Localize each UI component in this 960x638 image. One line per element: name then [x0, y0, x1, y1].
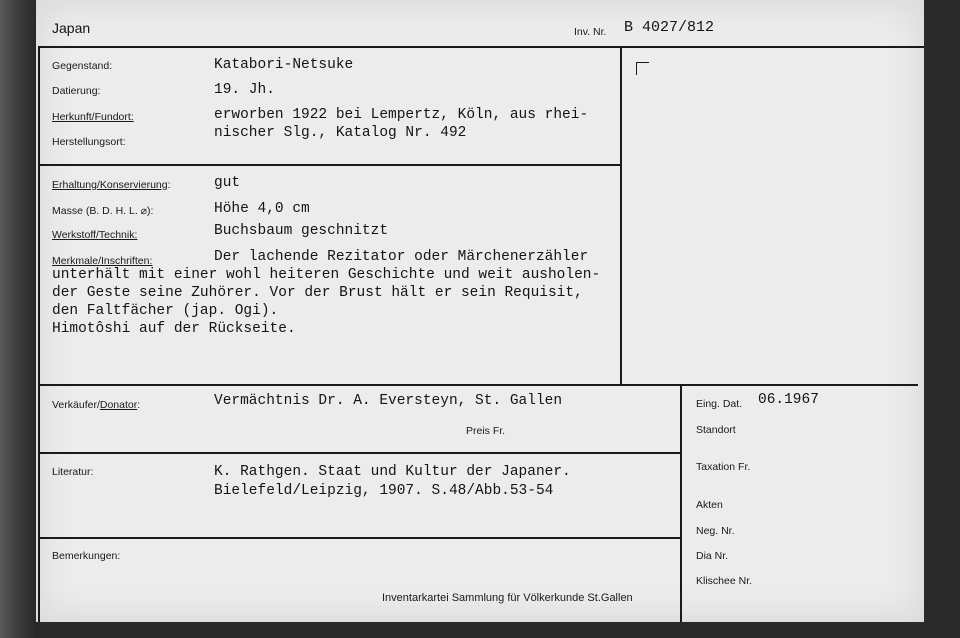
gegenstand-label: Gegenstand: [52, 60, 113, 72]
merkmale-line-1: Der lachende Rezitator oder Märchenerzähler [214, 249, 589, 265]
datierung-value: 19. Jh. [214, 82, 275, 98]
merkmale-label: Merkmale/Inschriften: [52, 255, 153, 267]
bemerkungen-label: Bemerkungen: [52, 550, 121, 562]
corner-mark [636, 62, 649, 75]
film-edge [0, 0, 38, 638]
eing-dat-value: 06.1967 [758, 392, 819, 408]
masse-value: Höhe 4,0 cm [214, 201, 310, 217]
akten-label: Akten [696, 499, 723, 511]
section-rule-3 [38, 452, 680, 454]
erhaltung-label: Erhaltung/Konservierung: [52, 179, 171, 191]
werkstoff-label: Werkstoff/Technik: [52, 229, 138, 241]
eing-dat-label: Eing. Dat. [696, 398, 743, 410]
datierung-label: Datierung: [52, 85, 101, 97]
dia-nr-label: Dia Nr. [696, 550, 729, 562]
card-footer: Inventarkartei Sammlung für Völkerkunde St.Gallen [382, 592, 633, 604]
section-rule-2 [38, 384, 918, 386]
herstellungsort-label: Herstellungsort: [52, 136, 126, 148]
werkstoff-value: Buchsbaum geschnitzt [214, 223, 389, 239]
herkunft-line-2: nischer Slg., Katalog Nr. 492 [214, 125, 467, 141]
verkaeufer-value: Vermächtnis Dr. A. Eversteyn, St. Gallen [214, 393, 563, 409]
section-rule-1 [38, 164, 620, 166]
taxation-label: Taxation Fr. [696, 461, 751, 473]
merkmale-line-5: Himotôshi auf der Rückseite. [52, 321, 296, 337]
literatur-label: Literatur: [52, 466, 94, 478]
side-vertical-rule [680, 384, 682, 622]
region-label: Japan [52, 20, 91, 36]
literatur-line-1: K. Rathgen. Staat und Kultur der Japaner. [214, 464, 571, 480]
top-vertical-rule [620, 46, 622, 386]
neg-nr-label: Neg. Nr. [696, 525, 735, 537]
preis-label: Preis Fr. [466, 425, 506, 437]
erhaltung-value: gut [214, 175, 241, 191]
verkaeufer-label: Verkäufer/Donator: [52, 399, 141, 411]
herkunft-label: Herkunft/Fundort: [52, 111, 134, 123]
klischee-nr-label: Klischee Nr. [696, 575, 753, 587]
herkunft-line-1: erworben 1922 bei Lempertz, Köln, aus rhei- [214, 107, 589, 123]
gegenstand-value: Katabori-Netsuke [214, 57, 354, 73]
standort-label: Standort [696, 424, 736, 436]
inventory-card [36, 0, 924, 622]
left-rule [38, 46, 40, 622]
section-rule-4 [38, 537, 680, 539]
literatur-line-2: Bielefeld/Leipzig, 1907. S.48/Abb.53-54 [214, 483, 554, 499]
merkmale-line-4: den Faltfächer (jap. Ogi). [52, 303, 279, 319]
masse-label: Masse (B. D. H. L. ⌀): [52, 205, 154, 217]
merkmale-line-2: unterhält mit einer wohl heiteren Geschichte und weit ausholen- [52, 267, 601, 283]
inv-number: B 4027/812 [624, 19, 715, 36]
header-rule [38, 46, 924, 48]
inv-number-label: Inv. Nr. [574, 26, 607, 38]
merkmale-line-3: der Geste seine Zuhörer. Vor der Brust hält er sein Requisit, [52, 285, 583, 301]
